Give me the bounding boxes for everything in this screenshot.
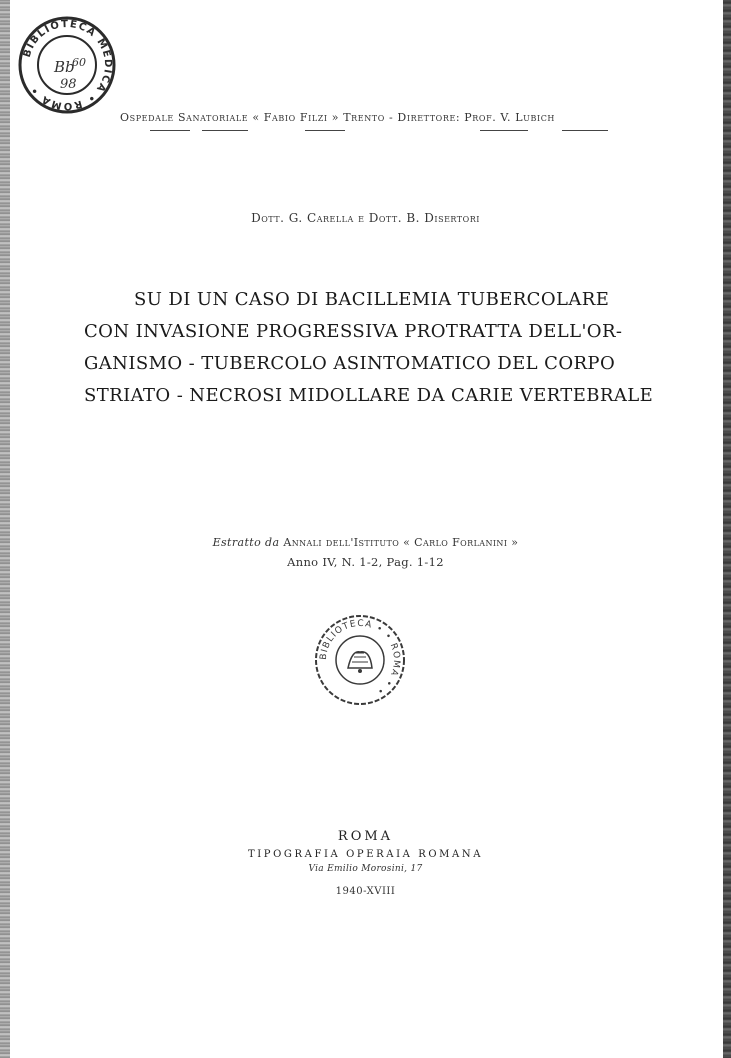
scan-edge-right <box>723 0 731 1058</box>
svg-text:BIBLIOTECA • • ROMA • •: BIBLIOTECA • • ROMA • • <box>318 618 402 697</box>
svg-text:60: 60 <box>72 56 86 69</box>
library-stamp-seal <box>16 14 118 116</box>
title-line: SU DI UN CASO DI BACILLEMIA TUBERCOLARE <box>134 289 610 310</box>
svg-text:98: 98 <box>60 77 77 92</box>
journal-name: Annali dell'Istituto « Carlo Forlanini » <box>283 536 519 549</box>
title-line: GANISMO - TUBERCOLO ASINTOMATICO DEL CORPO <box>84 353 616 374</box>
extract-line <box>0 536 731 549</box>
library-stamp <box>16 14 118 116</box>
extract-prefix: Estratto da <box>212 536 280 549</box>
title-line: STRIATO - NECROSI MIDOLLARE DA CARIE VERTEBRALE <box>84 385 654 406</box>
svg-text:BIBLIOTECA MEDICA • ROMA •: BIBLIOTECA MEDICA • ROMA • <box>21 18 114 112</box>
article-title <box>84 284 654 412</box>
imprint-city: ROMA <box>337 829 394 844</box>
header-underline <box>150 130 610 132</box>
imprint-publisher: TIPOGRAFIA OPERAIA ROMANA <box>247 849 484 860</box>
scan-edge-left <box>0 0 10 1058</box>
imprint-year: 1940-XVIII <box>335 886 396 897</box>
svg-text:Bb: Bb <box>54 58 75 76</box>
round-library-stamp <box>312 612 408 708</box>
round-stamp-seal <box>312 612 408 708</box>
authors-line: Dott. G. Carella e Dott. B. Disertori <box>251 211 480 225</box>
title-line: CON INVASIONE PROGRESSIVA PROTRATTA DELL'OR- <box>84 321 623 342</box>
imprint-address: Via Emilio Morosini, 17 <box>308 864 423 874</box>
volume-info: Anno IV, N. 1-2, Pag. 1-12 <box>287 555 444 569</box>
institution-header: Ospedale Sanatoriale « Fabio Filzi » Trento - Direttore: Prof. V. Lubich <box>120 111 556 124</box>
